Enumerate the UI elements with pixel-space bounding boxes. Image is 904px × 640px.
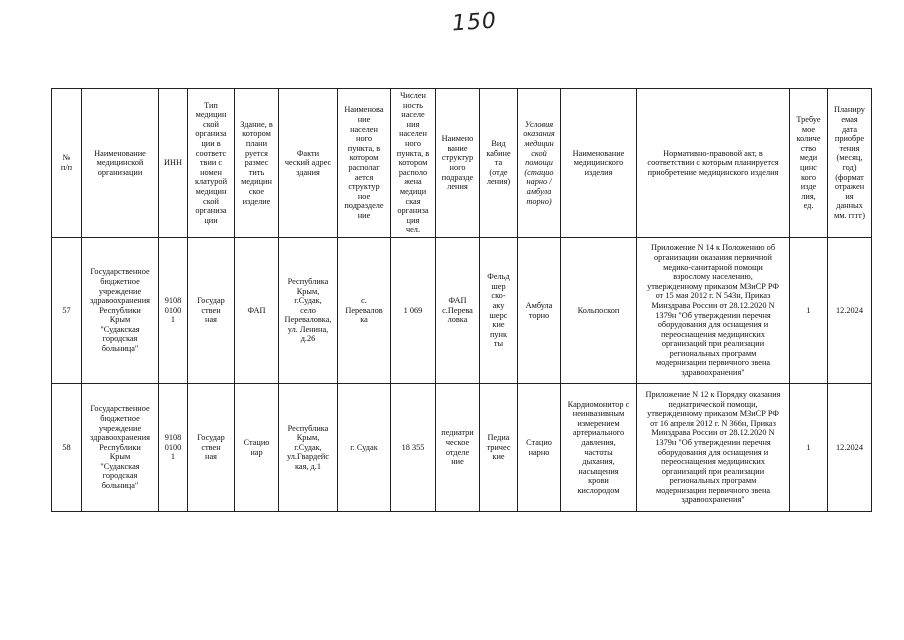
header-cell: Тип медицин ской организа ции в соответс твии с номен клатурой медицин ской организа ции xyxy=(188,89,235,238)
purchase-date: 12.2024 xyxy=(828,238,872,384)
inn: 9108 0100 1 xyxy=(159,238,188,384)
organization-name: Государственное бюджетное учреждение здравоохранения Республики Крым "Судакская городская больница" xyxy=(82,238,159,384)
cabinet-type: Педиа тричес кие xyxy=(480,384,518,512)
header-cell: Здание, в котором плани руется размес тить медицин ское изделие xyxy=(235,89,279,238)
header-cell: ИНН xyxy=(159,89,188,238)
header-cell: Наименование медицинского изделия xyxy=(561,89,637,238)
header-cell: Факти ческий адрес здания xyxy=(279,89,338,238)
device-name: Кардиомонитор с неинвазивным измерением артериального давления, частоты дыхания, насыщения крови кислородом xyxy=(561,384,637,512)
legal-act: Приложение N 14 к Положению об организации оказания первичной медико-санитарной помощи взрослому населению, утвержденному приказом МЗиСР РФ от 15 мая 2012 г. N 543н, Приказ Минздрава России от 28.12.2020 N 1379н "Об утверждении перечня оборудования для оснащения и переоснащения медицинских организаций при реализации региональных программ модернизации первичного звена здравоохранения" xyxy=(637,238,790,384)
row-number: 57 xyxy=(52,238,82,384)
equipment-table xyxy=(51,88,872,512)
legal-act: Приложение N 12 к Порядку оказания педиатрической помощи, утвержденному приказом МЗиСР РФ от 16 апреля 2012 г. N 366н, Приказ Минздрава России от 28.12.2020 N 1379н "Об утверждении перечня оборудования для оснащения и переоснащения медицинских организаций при реализации региональных программ модернизации первичного звена здравоохранения" xyxy=(637,384,790,512)
table-row xyxy=(52,238,872,384)
header-cell: Условия оказания медицин ской помощи (стацио нарно / амбула торно) xyxy=(518,89,561,238)
header-cell: Наимено вание структур ного подразде ления xyxy=(436,89,480,238)
quantity: 1 xyxy=(790,238,828,384)
header-cell: Наименова ние населен ного пункта, в котором располаг ается структур ное подразделе ние xyxy=(338,89,391,238)
inn: 9108 0100 1 xyxy=(159,384,188,512)
quantity: 1 xyxy=(790,384,828,512)
page-number: 150 xyxy=(451,8,498,37)
header-cell: Нормативно-правовой акт, в соответствии с которым планируется приобретение медицинского изделия xyxy=(637,89,790,238)
row-number: 58 xyxy=(52,384,82,512)
organization-name: Государственное бюджетное учреждение здравоохранения Республики Крым "Судакская городская больница" xyxy=(82,384,159,512)
device-name: Кольпоскоп xyxy=(561,238,637,384)
care-conditions: Амбула торно xyxy=(518,238,561,384)
locality: г. Судак xyxy=(338,384,391,512)
header-cell: Наименование медицинской организации xyxy=(82,89,159,238)
header-cell: Требуе мое количе ство меди цинс кого изде лия, ед. xyxy=(790,89,828,238)
organization-type: Государ ствен ная xyxy=(188,238,235,384)
unit-name: педиатри ческое отделе ние xyxy=(436,384,480,512)
locality: с. Перевалов ка xyxy=(338,238,391,384)
header-cell: Числен ность населе ния населен ного пункта, в котором располо жена медици ская организа ция чел. xyxy=(391,89,436,238)
population: 1 069 xyxy=(391,238,436,384)
address: Республика Крым, г.Судак, село Переваловка, ул. Ленина, д.26 xyxy=(279,238,338,384)
cabinet-type: Фельд шер ско- аку шерс кие пунк ты xyxy=(480,238,518,384)
table-row xyxy=(52,384,872,512)
header-cell: № п/п xyxy=(52,89,82,238)
population: 18 355 xyxy=(391,384,436,512)
header-cell: Планиру емая дата приобре тения (месяц, год) (формат отражен ия данных мм. гггг) xyxy=(828,89,872,238)
care-conditions: Стацио нарно xyxy=(518,384,561,512)
building: ФАП xyxy=(235,238,279,384)
header-cell: Вид кабине та (отде ления) xyxy=(480,89,518,238)
organization-type: Государ ствен ная xyxy=(188,384,235,512)
table-header-row xyxy=(52,89,872,238)
unit-name: ФАП с.Перева ловка xyxy=(436,238,480,384)
purchase-date: 12.2024 xyxy=(828,384,872,512)
building: Стацио нар xyxy=(235,384,279,512)
address: Республика Крым, г.Судак, ул.Гвардейс кая, д.1 xyxy=(279,384,338,512)
